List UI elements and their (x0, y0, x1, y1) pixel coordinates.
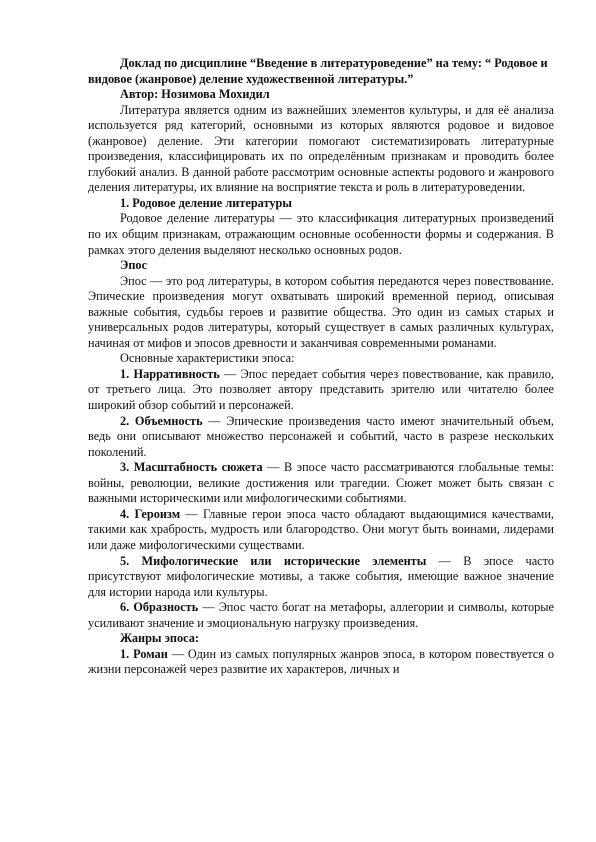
genre-text: — Один из самых популярных жанров эпоса, в котором повествуется о жизни персонажей через развитие их характеров, личных и (88, 646, 554, 677)
feature-text: — Главные герои эпоса часто обладают выдающимися качествами, такими как храбрость, мудрость или благородство. Они могут быть воинами, лидерами или даже мифологическими существами. (88, 506, 554, 552)
feature-term: 5. Мифологические или исторические элементы (120, 553, 427, 568)
feature-term: 2. Объемность (120, 413, 203, 428)
document-title: Доклад по дисциплине “Введение в литературоведение” на тему: “ Родовое и видовое (жанровое) деление художественной литературы.” (88, 56, 548, 86)
section-heading-1: 1. Родовое деление литературы (120, 195, 292, 210)
feature-item (88, 460, 554, 507)
intro-paragraph: Литература является одним из важнейших элементов культуры, и для её анализа используется ряд категорий, основными из которых являются родовое и видовое (жанровое) деление. Эти категории помогают систематизировать литературные произведения, классифицировать их по определённым признакам и проводить более глубокий анализ. В данной работе рассмотрим основные аспекты родового и жанрового деления литературы, их влияние на восприятие текста и роль в литературоведении. (88, 102, 554, 195)
epos-paragraph: Эпос — это род литературы, в котором события передаются через повествование. Эпические произведения могут охватывать широкий временной период, описывая важные события, судьбы героев и развитие общества. Это один из самых старых и универсальных родов литературы, который существует в самых различных культурах, начиная от мифов и эпосов древности и заканчивая современными романами. (88, 273, 554, 350)
feature-text: — Эпос часто богат на метафоры, аллегории и символы, которые усиливают значение и эмоциональную нагрузку произведения. (88, 600, 554, 630)
feature-item (88, 507, 554, 554)
document-page (88, 56, 554, 678)
feature-item (88, 554, 554, 601)
feature-term: 1. Нарративность (120, 366, 220, 381)
feature-item (88, 414, 554, 461)
feature-text: — В эпосе часто рассматриваются глобальные темы: войны, революции, великие достижения или трагедии. Сюжет может быть связан с важными историческими или мифологическими событиями. (88, 460, 554, 506)
feature-text: — Эпос передает события через повествование, как правило, от третьего лица. Это позволяет автору представить зрителю или читателю более широкий обзор событий и персонажей. (88, 366, 554, 413)
feature-item (88, 600, 554, 631)
section-1-paragraph: Родовое деление литературы — это классификация литературных произведений по их общим признакам, отражающим основные особенности формы и содержания. В рамках этого деления выделяют несколько основных родов. (88, 211, 554, 257)
feature-term: 6. Образность (120, 600, 199, 615)
genre-item (88, 647, 554, 678)
feature-term: 3. Масштабность сюжета (120, 460, 263, 475)
feature-item (88, 367, 554, 414)
feature-text: — Эпические произведения часто имеют значительный объем, ведь они описывают множество персонажей и событий, часто в разрезе нескольких поколений. (88, 413, 554, 459)
epos-heading: Эпос (120, 258, 148, 273)
genres-heading: Жанры эпоса: (120, 631, 199, 646)
features-intro: Основные характеристики эпоса: (120, 351, 295, 366)
author-line: Автор: Нозимова Мохидил (120, 87, 270, 102)
feature-text: — В эпосе часто присутствуют мифологические мотивы, а также события, имеющие важное значение для истории народа или культуры. (88, 553, 554, 599)
genre-term: 1. Роман (120, 646, 168, 661)
feature-term: 4. Героизм (120, 506, 181, 521)
